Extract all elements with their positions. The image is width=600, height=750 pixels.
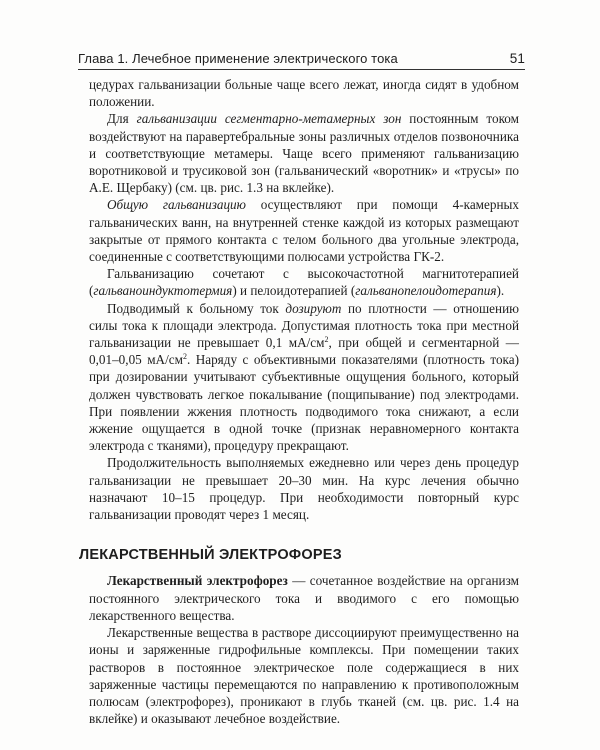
paragraph-text: , при общей и сегментарной — 0,01–0,05 мА/см [89,335,519,368]
bold-term: Лекарственный электрофорез [107,573,288,589]
paragraph-text: Продолжительность выполняемых ежедневно или через день процедур гальванизации не превышает 20–30 мин. На курс лечения обычно назначают 10–15 процедур. При необходимости повторный курс гальванизации проводят через 1 месяц. [89,455,519,523]
paragraph-definition [89,572,519,624]
running-header [78,44,525,70]
paragraph-text: Лекарственные вещества в растворе диссоциируют преимущественно на ионы и заряженные гидрофильные комплексы. При помещении таких растворов в постоянное электрическое поле содержащиеся в них заряженные частицы перемещаются по направлению к противоположным полюсам (электрофорез), проникают в глубь тканей (см. цв. рис. 1.4 на вклейке) и оказывают лечебное воздействие. [89,625,519,727]
page-number: 51 [509,51,525,66]
page-body [79,76,520,727]
paragraph-text: постоянным током воздействуют на паравертебральные зоны различных отделов позвоночника и соответствующие метамеры. Чаще всего применяют гальванизацию воротниковой и трусиковой зон (гальванический «воротник» и «трусы» по А.Е. Щербаку) (см. цв. рис. 1.3 на вклейке). [89,111,519,196]
paragraph-text: ). [496,283,505,299]
emphasis-term: гальванизации сегментарно-метамерных зон [136,111,402,127]
paragraph-text: ) и пелоидотерапией ( [232,283,356,299]
emphasis-term: гальванопелоидотерапия [355,283,497,299]
chapter-title: Глава 1. Лечебное применение электрического тока [78,51,398,66]
section-heading: ЛЕКАРСТВЕННЫЙ ЭЛЕКТРОФОРЕЗ [79,547,342,564]
paragraph-text: осуществляют при помощи 4-камерных гальванических ванн, на внутренней стенке каждой из которых размещают закрытые от прямого контакта с телом больного два угольные электрода, соединенные с соответствующими полюсами устройства ГК-2. [89,197,519,265]
paragraph-text: — сочетанное воздействие на организм постоянного электрического тока и вводимого с его помощью лекарственного вещества. [89,573,519,623]
paragraph-combined [89,265,519,299]
superscript: 2 [324,335,329,345]
superscript: 2 [182,352,187,362]
paragraph-dissociation [89,624,519,727]
paragraph-text: Гальванизацию сочетают с высокочастотной магнитотерапией ( [89,266,519,299]
paragraph-duration [89,454,519,523]
emphasis-term: Общую гальванизацию [107,197,246,213]
paragraph-text: Подводимый к больному ток [107,300,286,316]
emphasis-term: гальваноиндуктотермия [93,283,233,299]
paragraph-dosing [89,300,519,455]
paragraph-text: по плотности — отношению силы тока к площади электрода. Допустимая плотность тока при местной гальванизации не превышает 0,1 мА/см [89,300,520,351]
paragraph-text: Для [107,111,137,127]
emphasis-term: дозируют [285,300,342,316]
paragraph-text: . Наряду с объективными показателями (плотность тока) при дозировании учитывают субъективные ощущения больного, который должен чувствовать легкое покалывание (пощипывание) под электродами. При появлении жжения плотность подводимого тока снижают, а если жжение ощущается в одной точке (признак неравномерного контакта электрода с тканями), процедуру прекращают. [89,352,520,454]
paragraph-continued [89,76,519,110]
paragraph-general [89,196,519,265]
paragraph-segmental [89,110,519,196]
paragraph-text: цедурах гальванизации больные чаще всего лежат, иногда сидят в удобном положении. [89,77,519,110]
